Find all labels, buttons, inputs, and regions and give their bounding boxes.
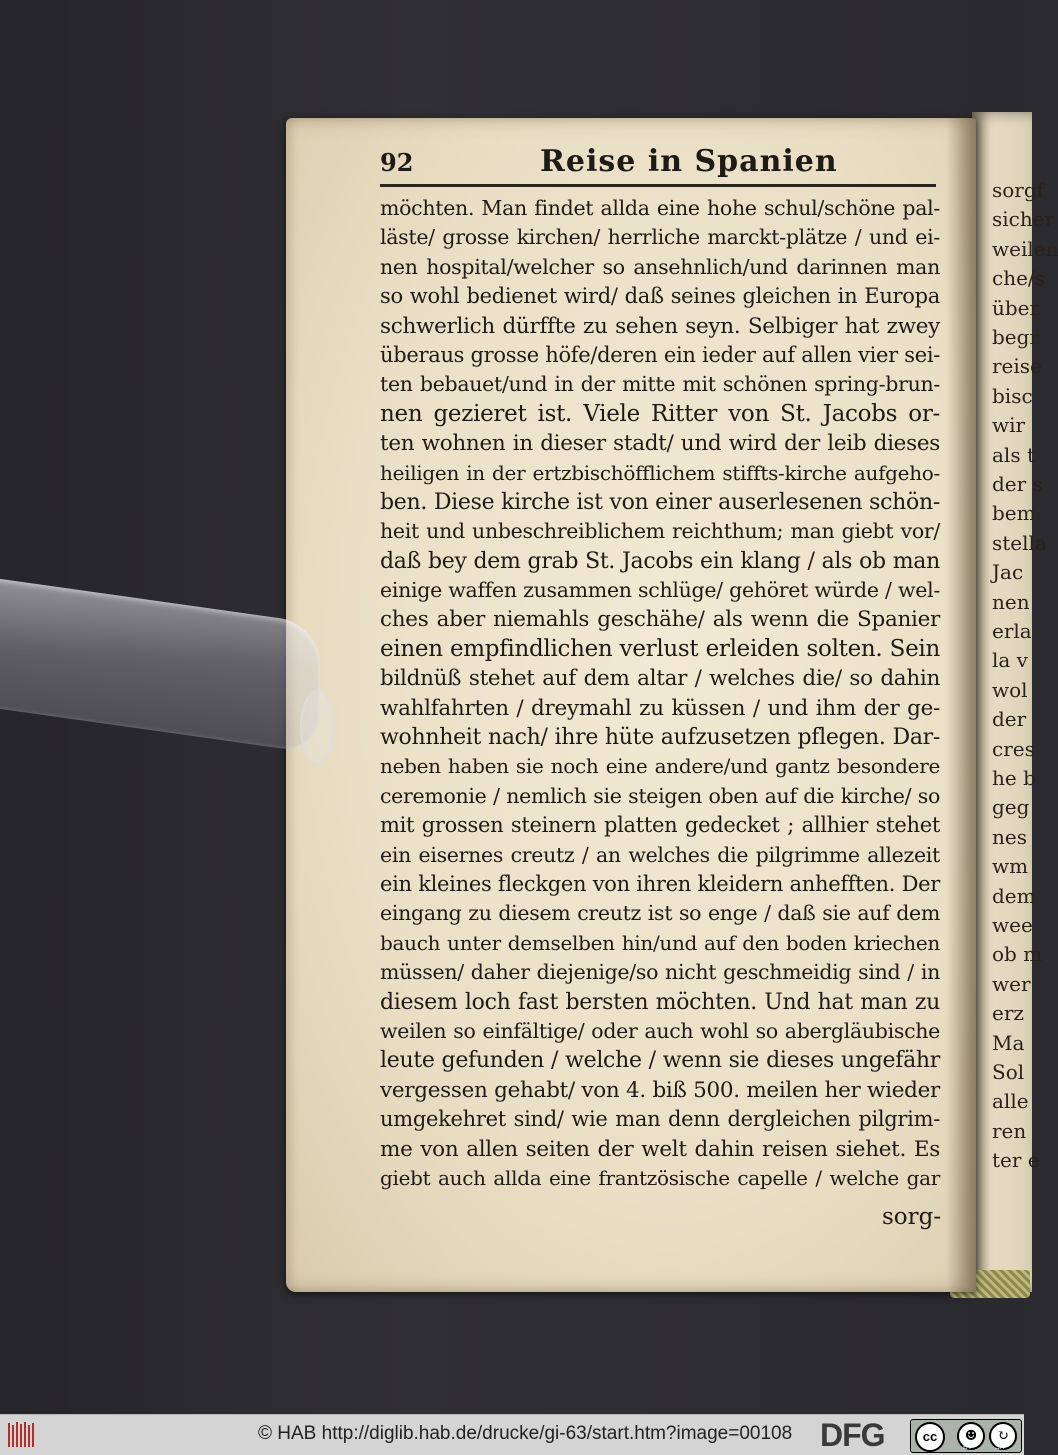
text-line: möchten. Man findet allda eine hohe schul/schöne pal- bbox=[380, 196, 940, 220]
hab-logo-icon bbox=[6, 1419, 38, 1451]
next-page-fragment: nen bbox=[992, 589, 1030, 614]
next-page-fragment: Ma bbox=[992, 1030, 1025, 1055]
text-line: daß bey dem grab St. Jacobs ein klang / als ob man bbox=[380, 548, 940, 574]
next-page-fragment: cres bbox=[992, 736, 1035, 761]
page-clip-tip bbox=[300, 690, 334, 764]
text-line: mit grossen steinern platten gedecket ; allhier stehet bbox=[380, 813, 940, 838]
cc-icon: cc bbox=[915, 1422, 945, 1452]
next-page-fragment: wol bbox=[992, 677, 1028, 702]
text-line: nen gezieret ist. Viele Ritter von St. Jacobs or- bbox=[380, 400, 940, 427]
text-line: heit und unbeschreiblichem reichthum; man giebt vor/ bbox=[380, 519, 940, 544]
next-page-fragment: Jac bbox=[992, 560, 1024, 585]
head-rule bbox=[380, 184, 936, 187]
next-page-fragment: der bbox=[992, 707, 1027, 732]
text-line: wahlfahrten / dreymahl zu küssen / und ihm der ge- bbox=[380, 695, 940, 721]
text-line: bildnüß stehet auf dem altar / welches die/ so dahin bbox=[380, 666, 940, 692]
next-page-fragment: wir bbox=[992, 413, 1026, 438]
text-line: müssen/ daher diejenige/so nicht geschmeidig sind / in bbox=[380, 960, 940, 985]
next-page-edge bbox=[972, 112, 1058, 1292]
next-page-fragment: geg bbox=[992, 795, 1030, 820]
cc-license-badge[interactable] bbox=[910, 1419, 1022, 1453]
next-page-fragment: Sol bbox=[992, 1060, 1025, 1084]
text-line: schwerlich dürffte zu sehen seyn. Selbiger hat zwey bbox=[380, 313, 940, 339]
text-line: heiligen in der ertzbischöfflichem stiffts-kirche aufgeho- bbox=[380, 460, 940, 485]
dfg-logo: DFG bbox=[820, 1417, 885, 1453]
next-page-fragment: nes bbox=[992, 824, 1027, 849]
gutter-shadow bbox=[946, 118, 976, 1292]
next-page-fragment: wee bbox=[992, 913, 1033, 937]
text-line: läste/ grosse kirchen/ herrliche marckt-plätze / und ei- bbox=[380, 225, 940, 250]
next-page-fragment: la v bbox=[992, 648, 1028, 673]
text-line: einen empfindlichen verlust erleiden solten. Sein bbox=[380, 635, 940, 662]
text-line: bauch unter demselben hin/und auf den boden kriechen bbox=[380, 930, 940, 955]
text-line: weilen so einfältige/ oder auch wohl so abergläubische bbox=[380, 1018, 940, 1043]
next-page-fragment: che/s bbox=[992, 266, 1045, 291]
next-page-fragment: stella bbox=[992, 530, 1047, 555]
next-page-fragment: reise bbox=[992, 354, 1042, 379]
share-alike-icon: ↻ bbox=[989, 1422, 1017, 1450]
text-line: ben. Diese kirche ist von einer auserlesenen schön- bbox=[380, 489, 940, 515]
next-page-fragment: bem bbox=[992, 501, 1036, 526]
text-line: ceremonie / nemlich sie steigen oben auf die kirche/ so bbox=[380, 783, 940, 808]
running-head-title: Reise in Spanien bbox=[540, 144, 838, 179]
text-line: ein kleines fleckgen von ihren kleidern anhefften. Der bbox=[380, 871, 940, 896]
text-line: giebt auch allda eine frantzösische capelle / welche gar bbox=[380, 1165, 940, 1190]
next-page-fragment: erla bbox=[992, 619, 1032, 643]
text-line: diesem loch fast bersten möchten. Und hat man zu bbox=[380, 989, 940, 1015]
page-body-text bbox=[380, 194, 940, 1193]
sa-label: SA bbox=[995, 1444, 1005, 1451]
text-line: umgekehret sind/ wie man denn dergleichen pilgrim- bbox=[380, 1107, 940, 1132]
text-line: überaus grosse höfe/deren ein ieder auf allen vier sei- bbox=[380, 342, 941, 367]
next-page-fragment: wer bbox=[992, 971, 1031, 996]
next-page-fragment: begr bbox=[992, 325, 1040, 349]
next-page-fragment: dem bbox=[992, 883, 1036, 908]
text-line: me von allen seiten der welt dahin reisen siehet. Es bbox=[380, 1136, 940, 1162]
text-line: ten bebauet/und in der mitte mit schönen spring-brun- bbox=[380, 372, 940, 397]
next-page-fragment: ren bbox=[992, 1118, 1027, 1143]
text-line: neben haben sie noch eine andere/und gantz besondere bbox=[380, 754, 940, 779]
attribution-icon: ☻ bbox=[957, 1422, 985, 1450]
next-page-fragment: als t bbox=[992, 442, 1035, 467]
text-line: einige waffen zusammen schlüge/ gehöret würde / wel- bbox=[380, 578, 940, 603]
text-line: vergessen gehabt/ von 4. biß 500. meilen her wieder bbox=[380, 1077, 940, 1103]
next-page-fragment: erz bbox=[992, 1001, 1024, 1026]
next-page-fragment: der s bbox=[992, 472, 1043, 496]
footer-bar bbox=[0, 1414, 1024, 1455]
page-clip bbox=[0, 576, 320, 754]
text-line: eingang zu diesem creutz ist so enge / daß sie auf dem bbox=[380, 901, 940, 926]
next-page-fragment: alle bbox=[992, 1089, 1029, 1114]
next-page-fragment: wm bbox=[992, 854, 1029, 879]
next-page-fragment: sicher bbox=[992, 207, 1055, 232]
next-page-fragment: ob m bbox=[992, 942, 1043, 967]
by-label: BY bbox=[963, 1444, 973, 1451]
book-page bbox=[286, 118, 976, 1292]
text-line: so wohl bedienet wird/ daß seines gleichen in Europa bbox=[380, 284, 940, 309]
page-number: 92 bbox=[380, 148, 414, 177]
text-line: ten wohnen in dieser stadt/ und wird der leib dieses bbox=[380, 431, 940, 457]
text-line: leute gefunden / welche / wenn sie dieses ungefähr bbox=[380, 1048, 940, 1074]
next-page-fragment: sorgf bbox=[992, 178, 1045, 202]
text-line: ches aber niemahls geschähe/ als wenn die Spanier bbox=[380, 607, 940, 633]
next-page-fragment: ter e bbox=[992, 1148, 1040, 1173]
next-page-fragment: bisc bbox=[992, 383, 1033, 408]
next-page-fragment: weilen bbox=[992, 236, 1058, 261]
catchword: sorg- bbox=[882, 1204, 942, 1230]
next-page-fragment: über bbox=[992, 295, 1040, 320]
running-head bbox=[380, 144, 940, 188]
copyright-link[interactable]: © HAB http://diglib.hab.de/drucke/gi-63/start.htm?image=00108 bbox=[258, 1423, 793, 1444]
text-line: ein eisernes creutz / an welches die pilgrimme allezeit bbox=[380, 842, 940, 867]
next-page-fragment: he b bbox=[992, 766, 1036, 790]
text-line: nen hospital/welcher so ansehnlich/und darinnen man bbox=[380, 254, 940, 279]
text-line: wohnheit nach/ ihre hüte aufzusetzen pflegen. Dar- bbox=[380, 725, 940, 751]
